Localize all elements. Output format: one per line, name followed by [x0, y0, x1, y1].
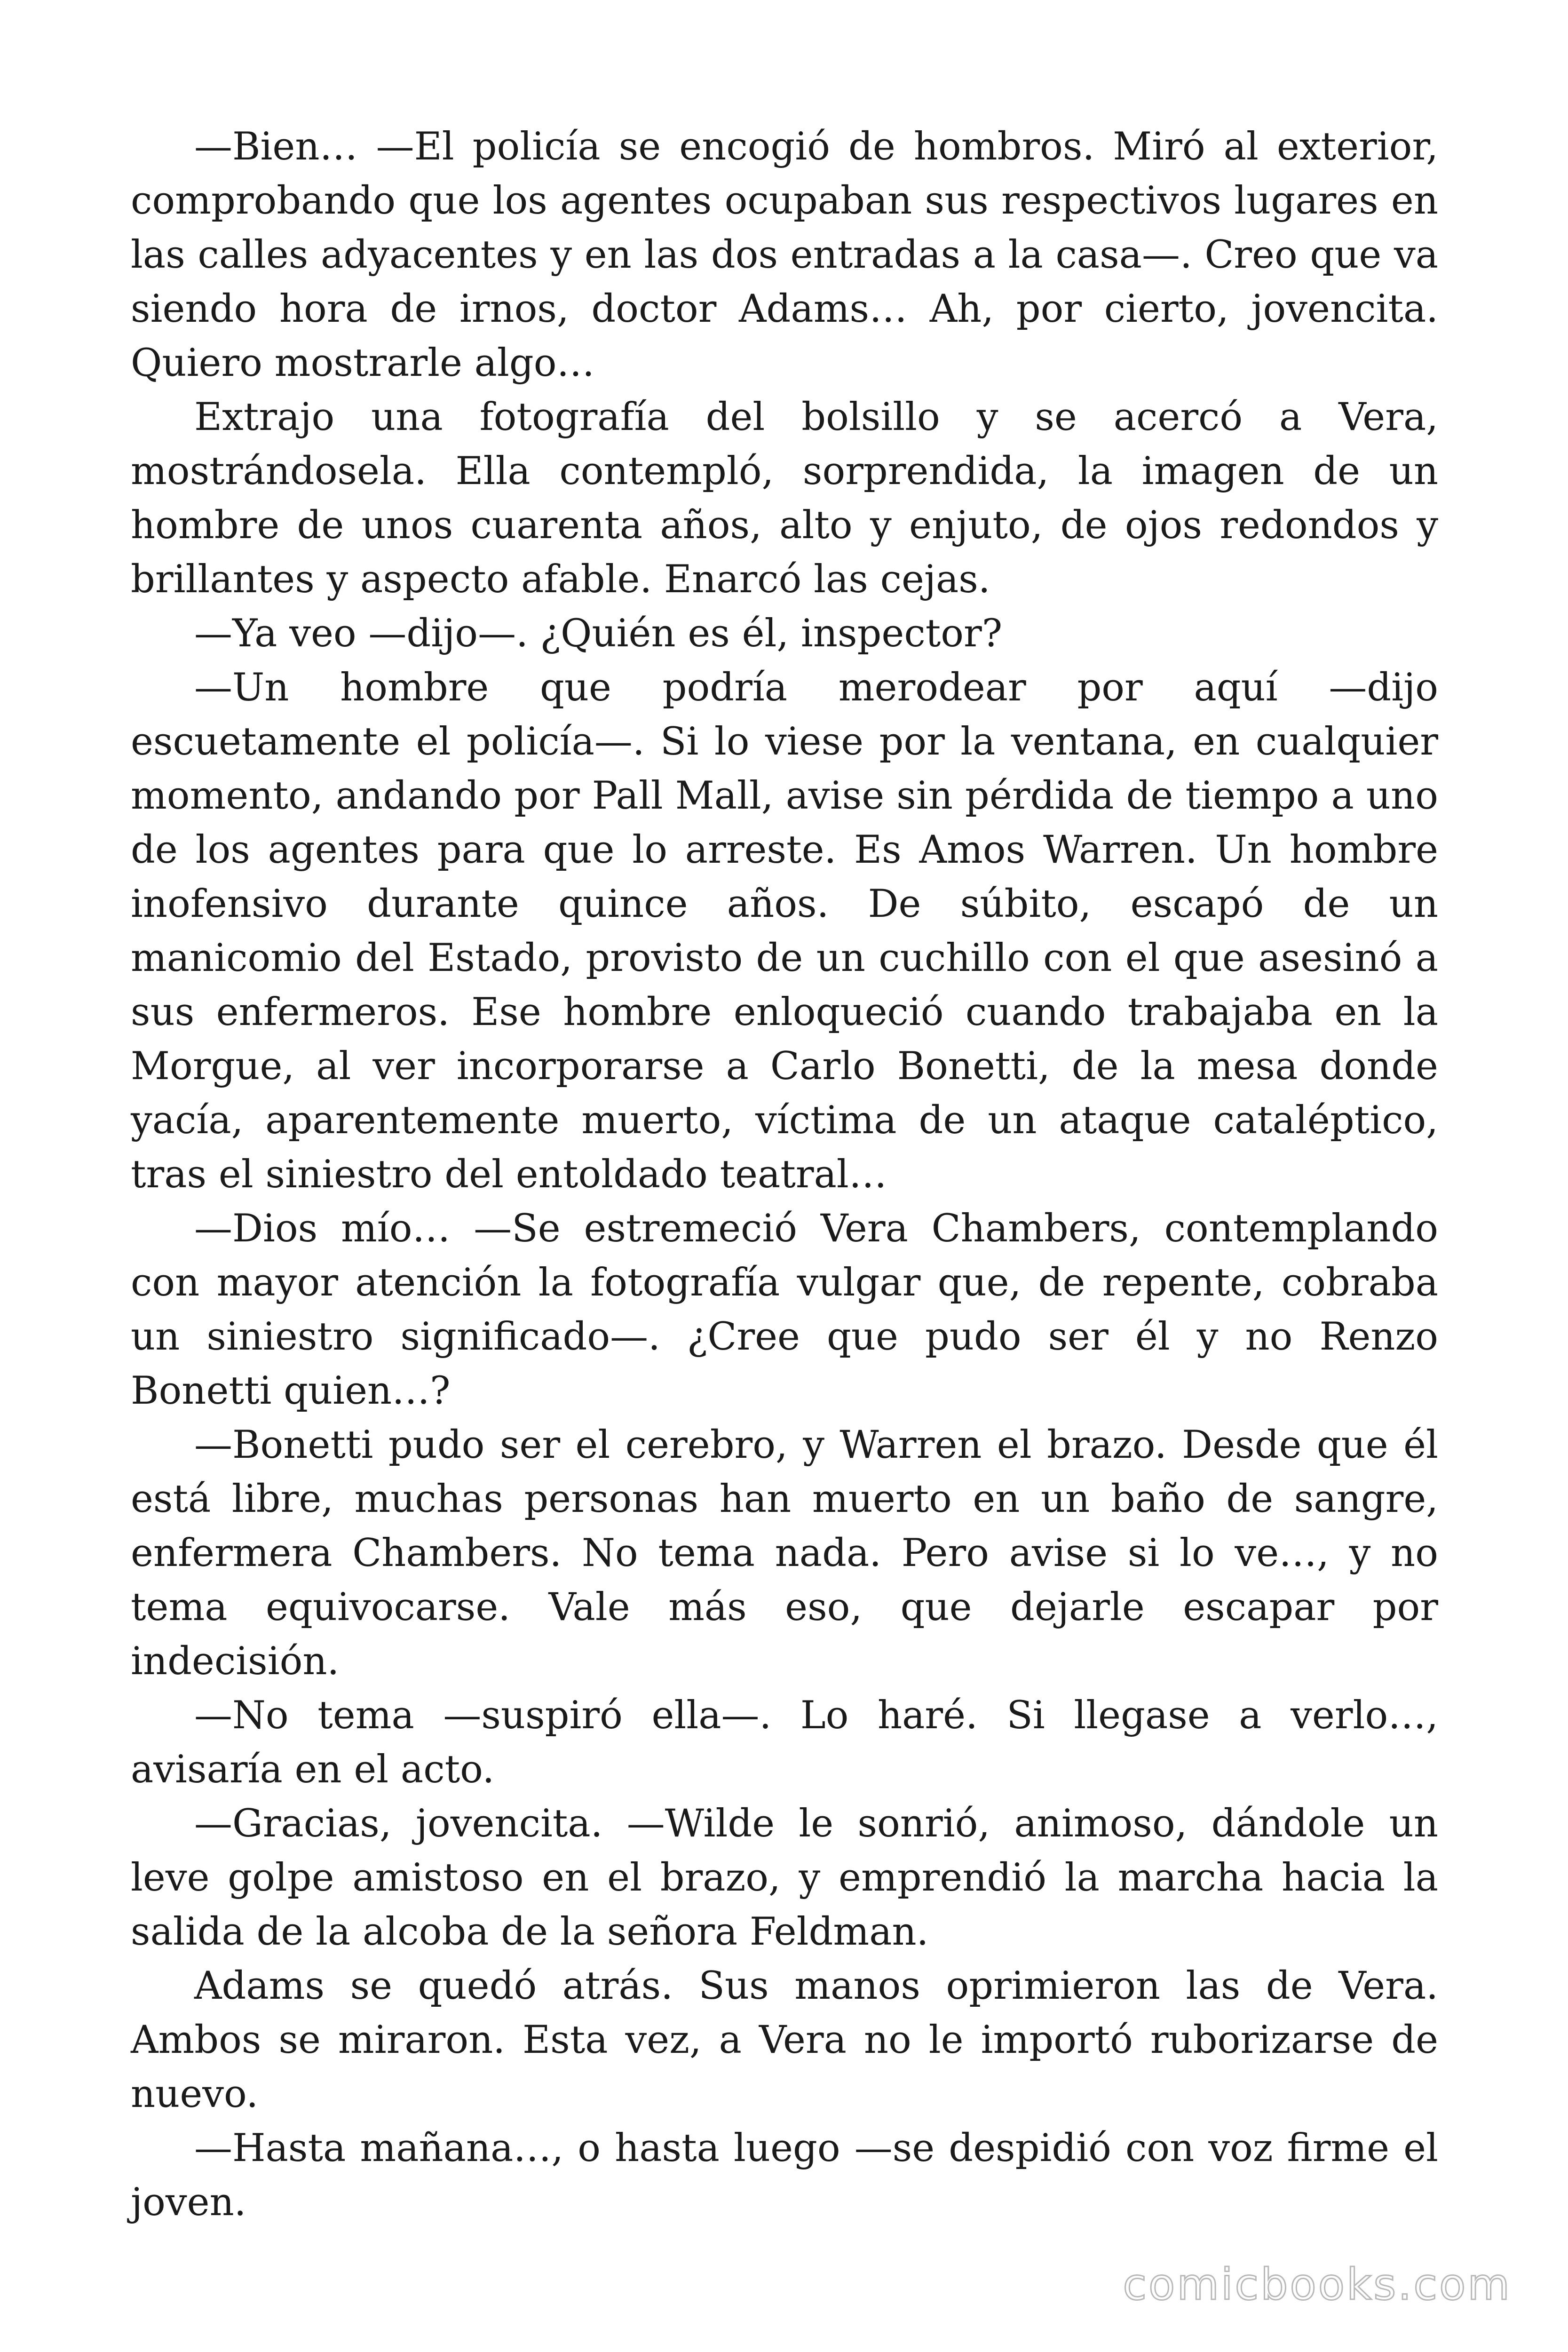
- paragraph: —Ya veo —dijo—. ¿Quién es él, inspector?: [194, 612, 1003, 656]
- paragraph: —Dios mío… —Se estremeció Vera Chambers, contemplando con mayor atención la fotografía vulgar que, de repente, cobraba un siniestro significado—. ¿Cree que pudo ser él y no Renzo Bonetti quien…?: [131, 1207, 1438, 1413]
- paragraph: —Bien… —El policía se encogió de hombros. Miró al exterior, comprobando que los agentes ocupaban sus respectivos lugares en las calles adyacentes y en las dos entradas a la casa—. Creo que va siendo hora de irnos, doctor Adams… Ah, por cierto, jovencita. Quiero mostrarle algo…: [131, 125, 1438, 385]
- paragraph: —Hasta mañana…, o hasta luego —se despidió con voz firme el joven.: [131, 2126, 1438, 2225]
- paragraph: —No tema —suspiró ella—. Lo haré. Si llegase a verlo…, avisaría en el acto.: [131, 1693, 1438, 1792]
- paragraph: Extrajo una fotografía del bolsillo y se acercó a Vera, mostrándosela. Ella contempló, sorprendida, la imagen de un hombre de unos cuarenta años, alto y enjuto, de ojos redondos y brillantes y aspecto afable. Enarcó las cejas.: [131, 395, 1438, 602]
- paragraph: Adams se quedó atrás. Sus manos oprimieron las de Vera. Ambos se miraron. Esta vez, a Vera no le importó ruborizarse de nuevo.: [131, 1964, 1438, 2116]
- page-body: [131, 120, 1438, 2230]
- watermark: comicbooks.com: [1123, 2259, 1512, 2310]
- paragraph: —Bonetti pudo ser el cerebro, y Warren el brazo. Desde que él está libre, muchas personas han muerto en un baño de sangre, enfermera Chambers. No tema nada. Pero avise si lo ve…, y no tema equivocarse. Vale más eso, que dejarle escapar por indecisión.: [131, 1423, 1438, 1684]
- paragraph: —Gracias, jovencita. —Wilde le sonrió, animoso, dándole un leve golpe amistoso en el brazo, y emprendió la marcha hacia la salida de la alcoba de la señora Feldman.: [131, 1802, 1438, 1954]
- paragraph: —Un hombre que podría merodear por aquí —dijo escuetamente el policía—. Si lo viese por la ventana, en cualquier momento, andando por Pall Mall, avise sin pérdida de tiempo a uno de los agentes para que lo arreste. Es Amos Warren. Un hombre inofensivo durante quince años. De súbito, escapó de un manicomio del Estado, provisto de un cuchillo con el que asesinó a sus enfermeros. Ese hombre enloqueció cuando trabajaba en la Morgue, al ver incorporarse a Carlo Bonetti, de la mesa donde yacía, aparentemente muerto, víctima de un ataque cataléptico, tras el siniestro del entoldado teatral…: [131, 666, 1438, 1197]
